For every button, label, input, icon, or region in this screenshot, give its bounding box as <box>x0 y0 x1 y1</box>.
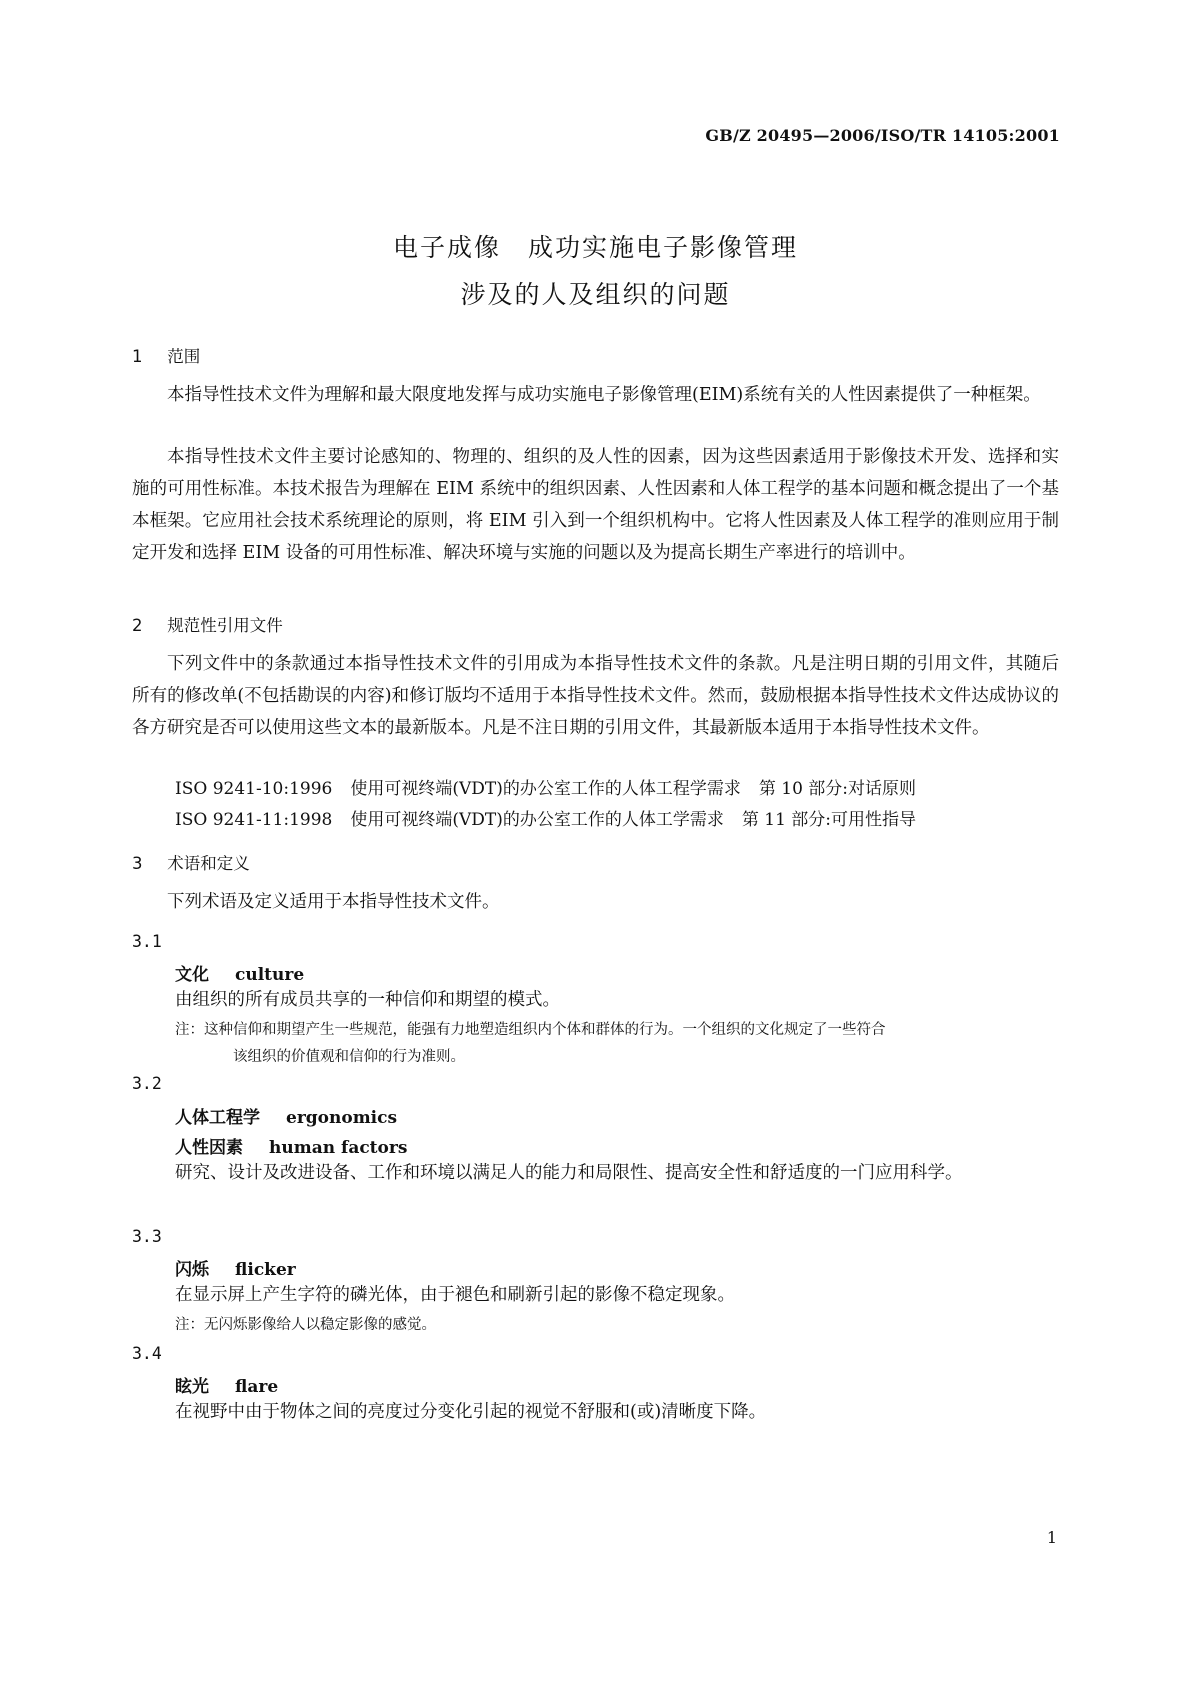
reference-code: ISO 9241-11:1998 <box>175 810 333 830</box>
document-title-line-2: 涉及的人及组织的问题 <box>460 280 731 309</box>
normative-reference <box>132 804 1102 836</box>
section-3-intro: 下列术语及定义适用于本指导性技术文件。 <box>167 892 500 912</box>
section-2-heading <box>132 612 1059 636</box>
section-title: 术语和定义 <box>167 854 250 873</box>
section-number: 3 <box>132 854 143 873</box>
section-title: 范围 <box>167 347 201 366</box>
section-1-paragraph-2: 本指导性技术文件主要讨论感知的、物理的、组织的及人性的因素，因为这些因素适用于影像技术开发、选择和实施的可用性标准。本技术报告为理解在 EIM 系统中的组织因素、人性因素和人体工程学的基本问题和概念提出了一个基本框架。它应用社会技术系统理论的原则，将 EIM 引入到一个组织机构中。它将人性因素及人体工程学的准则应用于制定开发和选择 EIM 设备的可用性标准、解决环境与实施的问题以及为提高长期生产率进行的培训中。 <box>132 447 1059 563</box>
section-1-paragraph-1: 本指导性技术文件为理解和最大限度地发挥与成功实施电子影像管理(EIM)系统有关的人性因素提供了一种框架。 <box>167 385 1041 405</box>
reference-part: 第 10 部分:对话原则 <box>758 779 917 799</box>
term-definition: 在显示屏上产生字符的磷光体，由于褪色和刷新引起的影像不稳定现象。 <box>175 1285 735 1305</box>
term-number: 3.3 <box>132 1227 162 1246</box>
section-3-heading <box>132 850 1059 874</box>
reference-part: 第 11 部分:可用性指导 <box>741 810 917 830</box>
term-zh: 闪烁 <box>175 1260 209 1280</box>
term-zh: 人体工程学 <box>175 1108 260 1128</box>
section-number: 2 <box>132 616 143 635</box>
reference-title: 使用可视终端(VDT)的办公室工作的人体工学需求 <box>350 810 724 830</box>
term-zh: 人性因素 <box>175 1138 243 1158</box>
section-2-paragraph: 下列文件中的条款通过本指导性技术文件的引用成为本指导性技术文件的条款。凡是注明日期的引用文件，其随后所有的修改单(不包括勘误的内容)和修订版均不适用于本指导性技术文件。然而，鼓励根据本指导性技术文件达成协议的各方研究是否可以使用这些文本的最新版本。凡是不注日期的引用文件，其最新版本适用于本指导性技术文件。 <box>132 654 1059 738</box>
section-title: 规范性引用文件 <box>167 616 283 635</box>
standard-number: GB/Z 20495—2006/ISO/TR 14105:2001 <box>705 126 1060 145</box>
term-en: human factors <box>269 1138 408 1158</box>
term-definition: 在视野中由于物体之间的亮度过分变化引起的视觉不舒服和(或)清晰度下降。 <box>175 1402 767 1422</box>
term-note <box>132 1312 1102 1339</box>
section-1-heading <box>132 343 1059 367</box>
term-en: flicker <box>235 1260 296 1280</box>
note-line: 注：这种信仰和期望产生一些规范，能强有力地塑造组织内个体和群体的行为。一个组织的文化规定了一些符合 <box>175 1022 886 1038</box>
term-definition: 研究、设计及改进设备、工作和环境以满足人的能力和局限性、提高安全性和舒适度的一门应用科学。 <box>175 1163 963 1183</box>
section-number: 1 <box>132 347 143 366</box>
reference-code: ISO 9241-10:1996 <box>175 779 333 799</box>
term-zh: 文化 <box>175 965 209 985</box>
document-title-line-1: 电子成像 成功实施电子影像管理 <box>392 233 798 262</box>
term-title <box>132 960 1102 985</box>
note-line: 该组织的价值观和信仰的行为准则。 <box>233 1049 465 1065</box>
term-title <box>132 1103 1102 1128</box>
term-title <box>132 1372 1102 1397</box>
page-number: 1 <box>1046 1528 1057 1547</box>
term-definition: 由组织的所有成员共享的一种信仰和期望的模式。 <box>175 990 560 1010</box>
term-title <box>132 1255 1102 1280</box>
term-zh: 眩光 <box>175 1377 209 1397</box>
term-number: 3.2 <box>132 1074 162 1093</box>
term-number: 3.4 <box>132 1344 162 1363</box>
term-en: flare <box>235 1377 279 1397</box>
note-line: 注：无闪烁影像给人以稳定影像的感觉。 <box>175 1317 436 1333</box>
term-en: culture <box>235 965 305 985</box>
term-title-alt <box>132 1133 1102 1158</box>
term-note <box>132 1017 1102 1071</box>
term-en: ergonomics <box>286 1108 398 1128</box>
normative-reference <box>132 773 1102 805</box>
term-number: 3.1 <box>132 932 162 951</box>
reference-title: 使用可视终端(VDT)的办公室工作的人体工程学需求 <box>350 779 741 799</box>
